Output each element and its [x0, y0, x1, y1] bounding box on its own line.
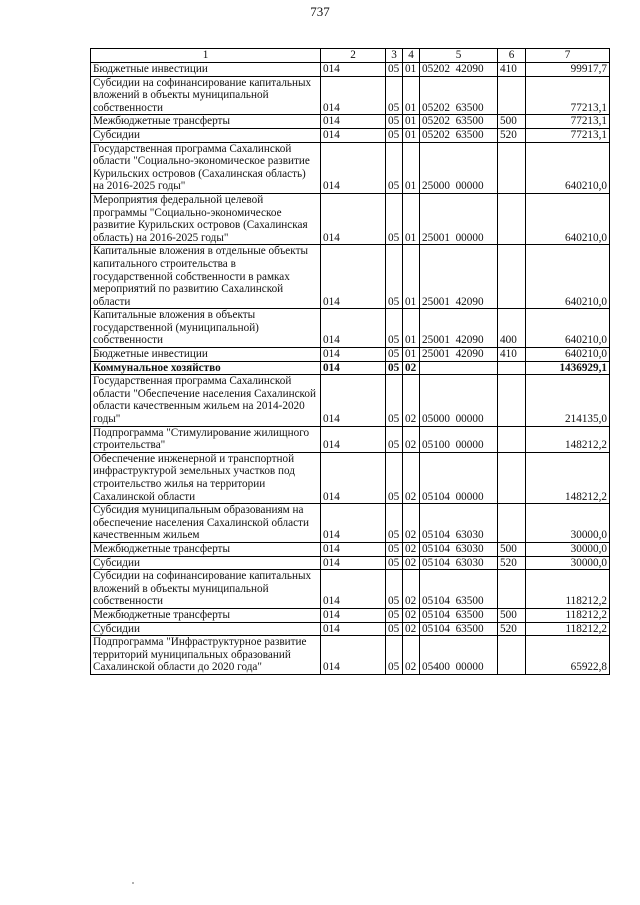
header-col-4: 4 — [403, 49, 420, 63]
row-expense-type-cell: 500 — [498, 542, 526, 556]
row-expense-type-cell: 400 — [498, 309, 526, 348]
row-target-article-cell: 05400 00000 — [420, 636, 498, 675]
row-target-article-cell: 05104 63030 — [420, 504, 498, 543]
row-subsection-cell: 01 — [403, 115, 420, 129]
row-admin-code-cell: 014 — [321, 452, 386, 503]
table-row — [91, 76, 610, 115]
row-target-article-cell: 05100 00000 — [420, 426, 498, 452]
row-name-cell: Субсидии — [91, 128, 321, 142]
row-admin-code-cell: 014 — [321, 361, 386, 375]
row-expense-type-cell — [498, 452, 526, 503]
row-section-cell: 05 — [386, 570, 403, 609]
row-admin-code-cell: 014 — [321, 504, 386, 543]
row-admin-code-cell: 014 — [321, 348, 386, 362]
row-admin-code-cell: 014 — [321, 608, 386, 622]
table-row — [91, 375, 610, 426]
row-admin-code-cell: 014 — [321, 142, 386, 193]
row-section-cell: 05 — [386, 504, 403, 543]
row-amount-cell: 640210,0 — [526, 348, 610, 362]
header-col-1: 1 — [91, 49, 321, 63]
row-target-article-cell: 05104 63500 — [420, 622, 498, 636]
row-subsection-cell: 02 — [403, 375, 420, 426]
row-amount-cell: 99917,7 — [526, 63, 610, 77]
table-row — [91, 361, 610, 375]
row-section-cell: 05 — [386, 245, 403, 309]
row-expense-type-cell — [498, 375, 526, 426]
row-target-article-cell: 05000 00000 — [420, 375, 498, 426]
table-header-row — [91, 49, 610, 63]
row-admin-code-cell: 014 — [321, 375, 386, 426]
row-target-article-cell: 05202 42090 — [420, 63, 498, 77]
row-section-cell: 05 — [386, 636, 403, 675]
row-admin-code-cell: 014 — [321, 309, 386, 348]
row-admin-code-cell: 014 — [321, 193, 386, 244]
row-name-cell: Подпрограмма "Инфраструктурное развитие территорий муниципальных образований Сахалинской области до 2020 года" — [91, 636, 321, 675]
table-row — [91, 452, 610, 503]
row-amount-cell: 148212,2 — [526, 452, 610, 503]
row-name-cell: Межбюджетные трансферты — [91, 608, 321, 622]
row-subsection-cell: 01 — [403, 309, 420, 348]
row-expense-type-cell: 520 — [498, 556, 526, 570]
row-target-article-cell: 25001 00000 — [420, 193, 498, 244]
row-expense-type-cell: 410 — [498, 63, 526, 77]
header-col-6: 6 — [498, 49, 526, 63]
row-admin-code-cell: 014 — [321, 556, 386, 570]
row-target-article-cell: 05104 63030 — [420, 542, 498, 556]
row-section-cell: 05 — [386, 309, 403, 348]
row-expense-type-cell — [498, 426, 526, 452]
table-row — [91, 636, 610, 675]
row-admin-code-cell: 014 — [321, 115, 386, 129]
row-admin-code-cell: 014 — [321, 622, 386, 636]
row-section-cell: 05 — [386, 63, 403, 77]
table-row — [91, 608, 610, 622]
row-name-cell: Субсидия муниципальным образованиям на обеспечение населения Сахалинской области качественным жильем — [91, 504, 321, 543]
row-amount-cell: 30000,0 — [526, 556, 610, 570]
table-row — [91, 622, 610, 636]
row-amount-cell: 77213,1 — [526, 115, 610, 129]
row-expense-type-cell — [498, 76, 526, 115]
header-col-5: 5 — [420, 49, 498, 63]
row-name-cell: Государственная программа Сахалинской области "Социально-экономическое развитие Курильских островов (Сахалинская область) на 2016-2025 годы" — [91, 142, 321, 193]
row-expense-type-cell — [498, 193, 526, 244]
row-name-cell: Субсидии — [91, 622, 321, 636]
row-name-cell: Подпрограмма "Стимулирование жилищного строительства" — [91, 426, 321, 452]
row-name-cell: Государственная программа Сахалинской области "Обеспечение населения Сахалинской области качественным жильем на 2014-2020 годы" — [91, 375, 321, 426]
row-admin-code-cell: 014 — [321, 542, 386, 556]
row-expense-type-cell: 520 — [498, 622, 526, 636]
row-expense-type-cell — [498, 570, 526, 609]
row-section-cell: 05 — [386, 128, 403, 142]
row-amount-cell: 118212,2 — [526, 622, 610, 636]
row-admin-code-cell: 014 — [321, 426, 386, 452]
row-target-article-cell: 05104 63030 — [420, 556, 498, 570]
row-amount-cell: 1436929,1 — [526, 361, 610, 375]
row-amount-cell: 77213,1 — [526, 128, 610, 142]
row-target-article-cell: 05104 00000 — [420, 452, 498, 503]
row-amount-cell: 214135,0 — [526, 375, 610, 426]
row-section-cell: 05 — [386, 361, 403, 375]
row-subsection-cell: 01 — [403, 193, 420, 244]
row-subsection-cell: 01 — [403, 348, 420, 362]
row-expense-type-cell: 500 — [498, 115, 526, 129]
row-target-article-cell: 25000 00000 — [420, 142, 498, 193]
row-admin-code-cell: 014 — [321, 63, 386, 77]
row-target-article-cell: 05104 63500 — [420, 608, 498, 622]
row-section-cell: 05 — [386, 348, 403, 362]
table-row — [91, 348, 610, 362]
row-name-cell: Субсидии на софинансирование капитальных вложений в объекты муниципальной собственности — [91, 76, 321, 115]
row-section-cell: 05 — [386, 542, 403, 556]
table-row — [91, 245, 610, 309]
table-row — [91, 63, 610, 77]
row-target-article-cell: 05202 63500 — [420, 128, 498, 142]
row-name-cell: Капитальные вложения в отдельные объекты капитального строительства в государственной собственности в рамках мероприятий по развитию Сахалинской области — [91, 245, 321, 309]
row-subsection-cell: 01 — [403, 128, 420, 142]
row-name-cell: Межбюджетные трансферты — [91, 542, 321, 556]
row-section-cell: 05 — [386, 608, 403, 622]
header-col-3: 3 — [386, 49, 403, 63]
row-expense-type-cell: 500 — [498, 608, 526, 622]
row-name-cell: Обеспечение инженерной и транспортной инфраструктурой земельных участков под строительство жилья на территории Сахалинской области — [91, 452, 321, 503]
row-amount-cell: 640210,0 — [526, 193, 610, 244]
row-name-cell: Мероприятия федеральной целевой программы "Социально-экономическое развитие Курильских островов (Сахалинская область) на 2016-2025 годы" — [91, 193, 321, 244]
row-subsection-cell: 02 — [403, 608, 420, 622]
row-subsection-cell: 02 — [403, 542, 420, 556]
row-target-article-cell: 05104 63500 — [420, 570, 498, 609]
row-amount-cell: 30000,0 — [526, 504, 610, 543]
row-subsection-cell: 02 — [403, 426, 420, 452]
row-name-cell: Коммунальное хозяйство — [91, 361, 321, 375]
row-admin-code-cell: 014 — [321, 636, 386, 675]
table-row — [91, 142, 610, 193]
row-target-article-cell — [420, 361, 498, 375]
row-expense-type-cell — [498, 361, 526, 375]
row-subsection-cell: 01 — [403, 63, 420, 77]
row-subsection-cell: 01 — [403, 76, 420, 115]
row-subsection-cell: 01 — [403, 245, 420, 309]
table-row — [91, 309, 610, 348]
row-section-cell: 05 — [386, 193, 403, 244]
row-amount-cell: 118212,2 — [526, 570, 610, 609]
page-number: 737 — [310, 4, 330, 19]
row-expense-type-cell — [498, 636, 526, 675]
row-expense-type-cell: 520 — [498, 128, 526, 142]
table-row — [91, 556, 610, 570]
row-subsection-cell: 02 — [403, 361, 420, 375]
row-target-article-cell: 25001 42090 — [420, 309, 498, 348]
row-name-cell: Бюджетные инвестиции — [91, 63, 321, 77]
scan-speck — [132, 882, 134, 884]
table-row — [91, 426, 610, 452]
table-row — [91, 115, 610, 129]
row-amount-cell: 640210,0 — [526, 309, 610, 348]
budget-table — [90, 48, 610, 675]
row-section-cell: 05 — [386, 452, 403, 503]
row-expense-type-cell — [498, 245, 526, 309]
row-subsection-cell: 02 — [403, 636, 420, 675]
row-name-cell: Субсидии на софинансирование капитальных вложений в объекты муниципальной собственности — [91, 570, 321, 609]
row-subsection-cell: 01 — [403, 142, 420, 193]
header-col-2: 2 — [321, 49, 386, 63]
row-section-cell: 05 — [386, 142, 403, 193]
row-expense-type-cell: 410 — [498, 348, 526, 362]
row-name-cell: Бюджетные инвестиции — [91, 348, 321, 362]
row-admin-code-cell: 014 — [321, 76, 386, 115]
row-section-cell: 05 — [386, 115, 403, 129]
row-target-article-cell: 25001 42090 — [420, 245, 498, 309]
row-admin-code-cell: 014 — [321, 570, 386, 609]
row-section-cell: 05 — [386, 556, 403, 570]
table-body — [91, 63, 610, 675]
row-amount-cell: 30000,0 — [526, 542, 610, 556]
row-subsection-cell: 02 — [403, 452, 420, 503]
row-name-cell: Межбюджетные трансферты — [91, 115, 321, 129]
row-expense-type-cell — [498, 142, 526, 193]
row-admin-code-cell: 014 — [321, 245, 386, 309]
row-amount-cell: 77213,1 — [526, 76, 610, 115]
row-target-article-cell: 25001 42090 — [420, 348, 498, 362]
row-section-cell: 05 — [386, 622, 403, 636]
table-row — [91, 128, 610, 142]
row-target-article-cell: 05202 63500 — [420, 76, 498, 115]
row-name-cell: Капитальные вложения в объекты государственной (муниципальной) собственности — [91, 309, 321, 348]
row-target-article-cell: 05202 63500 — [420, 115, 498, 129]
row-subsection-cell: 02 — [403, 622, 420, 636]
table-row — [91, 193, 610, 244]
row-amount-cell: 118212,2 — [526, 608, 610, 622]
row-amount-cell: 640210,0 — [526, 142, 610, 193]
row-amount-cell: 65922,8 — [526, 636, 610, 675]
row-section-cell: 05 — [386, 375, 403, 426]
row-subsection-cell: 02 — [403, 570, 420, 609]
row-admin-code-cell: 014 — [321, 128, 386, 142]
row-amount-cell: 148212,2 — [526, 426, 610, 452]
row-subsection-cell: 02 — [403, 504, 420, 543]
header-col-7: 7 — [526, 49, 610, 63]
row-name-cell: Субсидии — [91, 556, 321, 570]
table-row — [91, 542, 610, 556]
row-expense-type-cell — [498, 504, 526, 543]
row-amount-cell: 640210,0 — [526, 245, 610, 309]
table-row — [91, 504, 610, 543]
row-section-cell: 05 — [386, 76, 403, 115]
row-subsection-cell: 02 — [403, 556, 420, 570]
row-section-cell: 05 — [386, 426, 403, 452]
table-row — [91, 570, 610, 609]
